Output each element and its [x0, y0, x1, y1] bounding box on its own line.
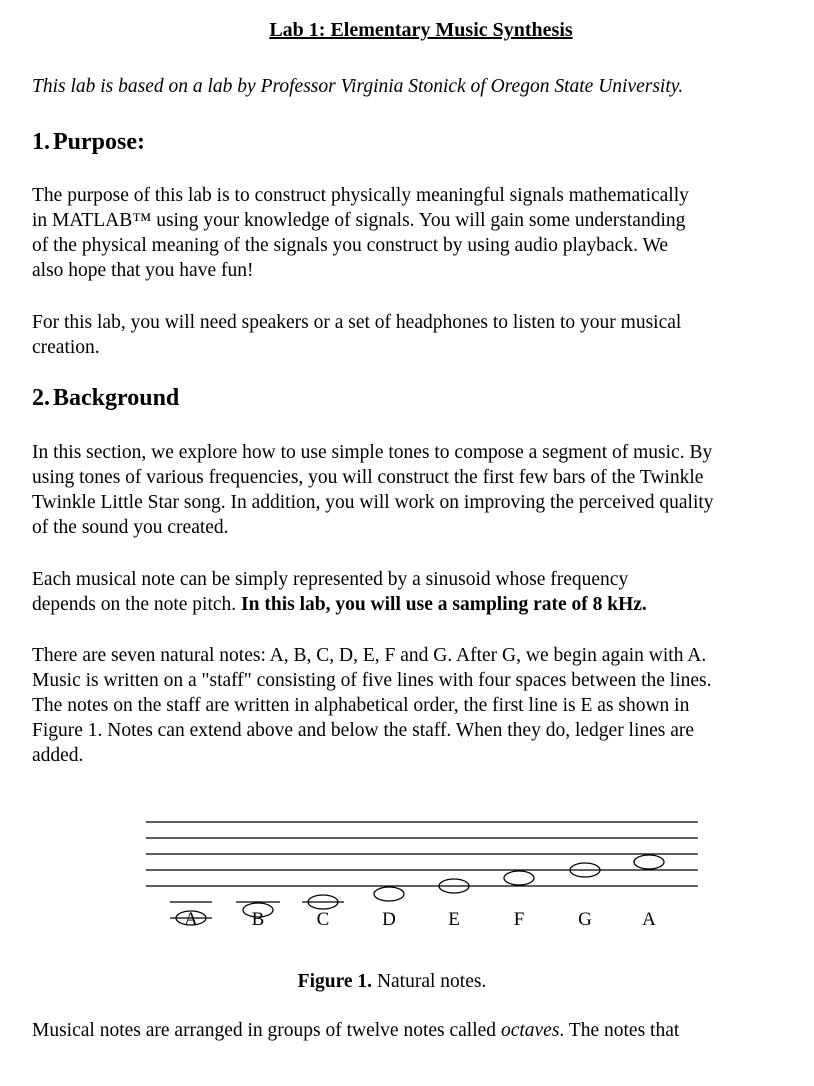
text-line [32, 592, 802, 617]
text-line: added. [32, 745, 84, 766]
background-paragraph-3 [32, 643, 802, 768]
staff-figure [140, 812, 710, 937]
note-label: F [513, 909, 525, 930]
text-line: Twinkle Little Star song. In addition, you will work on improving the perceived quality [32, 492, 714, 513]
text-bold: In this lab, you will use a sampling rate of 8 kHz. [241, 594, 647, 615]
text-line: The purpose of this lab is to construct physically meaningful signals mathematically [32, 185, 689, 206]
text-line: of the physical meaning of the signals you construct by using audio playback. We [32, 235, 669, 256]
section-title: Purpose: [53, 129, 145, 155]
text-line: In this section, we explore how to use simple tones to compose a segment of music. By [32, 442, 713, 463]
note-label: E [448, 909, 460, 930]
text-line: Figure 1. Notes can extend above and below the staff. When they do, ledger lines are [32, 720, 695, 741]
background-paragraph-2 [32, 567, 802, 617]
text-line: There are seven natural notes: A, B, C, D, E, F and G. After G, we begin again with A. [32, 645, 707, 666]
section-heading-purpose [32, 129, 145, 156]
intro-note: This lab is based on a lab by Professor Virginia Stonick of Oregon State University. [32, 76, 684, 97]
note-label: G [578, 909, 592, 930]
text-plain: Musical notes are arranged in groups of twelve notes called [32, 1020, 501, 1041]
note-label: C [316, 909, 330, 930]
note-labels [184, 909, 656, 930]
note-head-a-high [634, 855, 664, 869]
text-italic: octaves [500, 1020, 560, 1041]
note-head-f [504, 871, 534, 885]
note-label: D [382, 909, 396, 930]
note-label: A [642, 909, 656, 930]
section-heading-background [32, 385, 179, 412]
note-label: B [251, 909, 265, 930]
purpose-paragraph-1 [32, 183, 802, 283]
section-title: Background [53, 385, 180, 411]
staff-lines [146, 822, 698, 886]
background-paragraph-1 [32, 440, 802, 540]
text-plain: . The notes that [559, 1020, 680, 1041]
caption-label: Figure 1. [297, 971, 373, 992]
section-number: 2. [32, 385, 50, 411]
note-head-d [374, 887, 404, 901]
section-number: 1. [32, 129, 50, 155]
text-line: in MATLAB™ using your knowledge of signals. You will gain some understanding [32, 210, 686, 231]
text-line: using tones of various frequencies, you will construct the first few bars of the Twinkle [32, 467, 704, 488]
text-line: also hope that you have fun! [32, 260, 254, 281]
text-line: Music is written on a "staff" consisting of five lines with four spaces between the lines. [32, 670, 712, 691]
caption-text: Natural notes. [372, 971, 487, 992]
purpose-paragraph-2 [32, 310, 802, 360]
octaves-paragraph [32, 1020, 679, 1042]
text-line: Each musical note can be simply represented by a sinusoid whose frequency [32, 569, 629, 590]
text-plain: depends on the note pitch. [32, 594, 242, 615]
text-line: For this lab, you will need speakers or a set of headphones to listen to your musical [32, 312, 682, 333]
document-title: Lab 1: Elementary Music Synthesis [269, 19, 573, 41]
text-line: of the sound you created. [32, 517, 229, 538]
text-line: creation. [32, 337, 100, 358]
note-label: A [184, 909, 198, 930]
figure-caption [0, 971, 784, 993]
text-line: The notes on the staff are written in alphabetical order, the first line is E as shown in [32, 695, 690, 716]
